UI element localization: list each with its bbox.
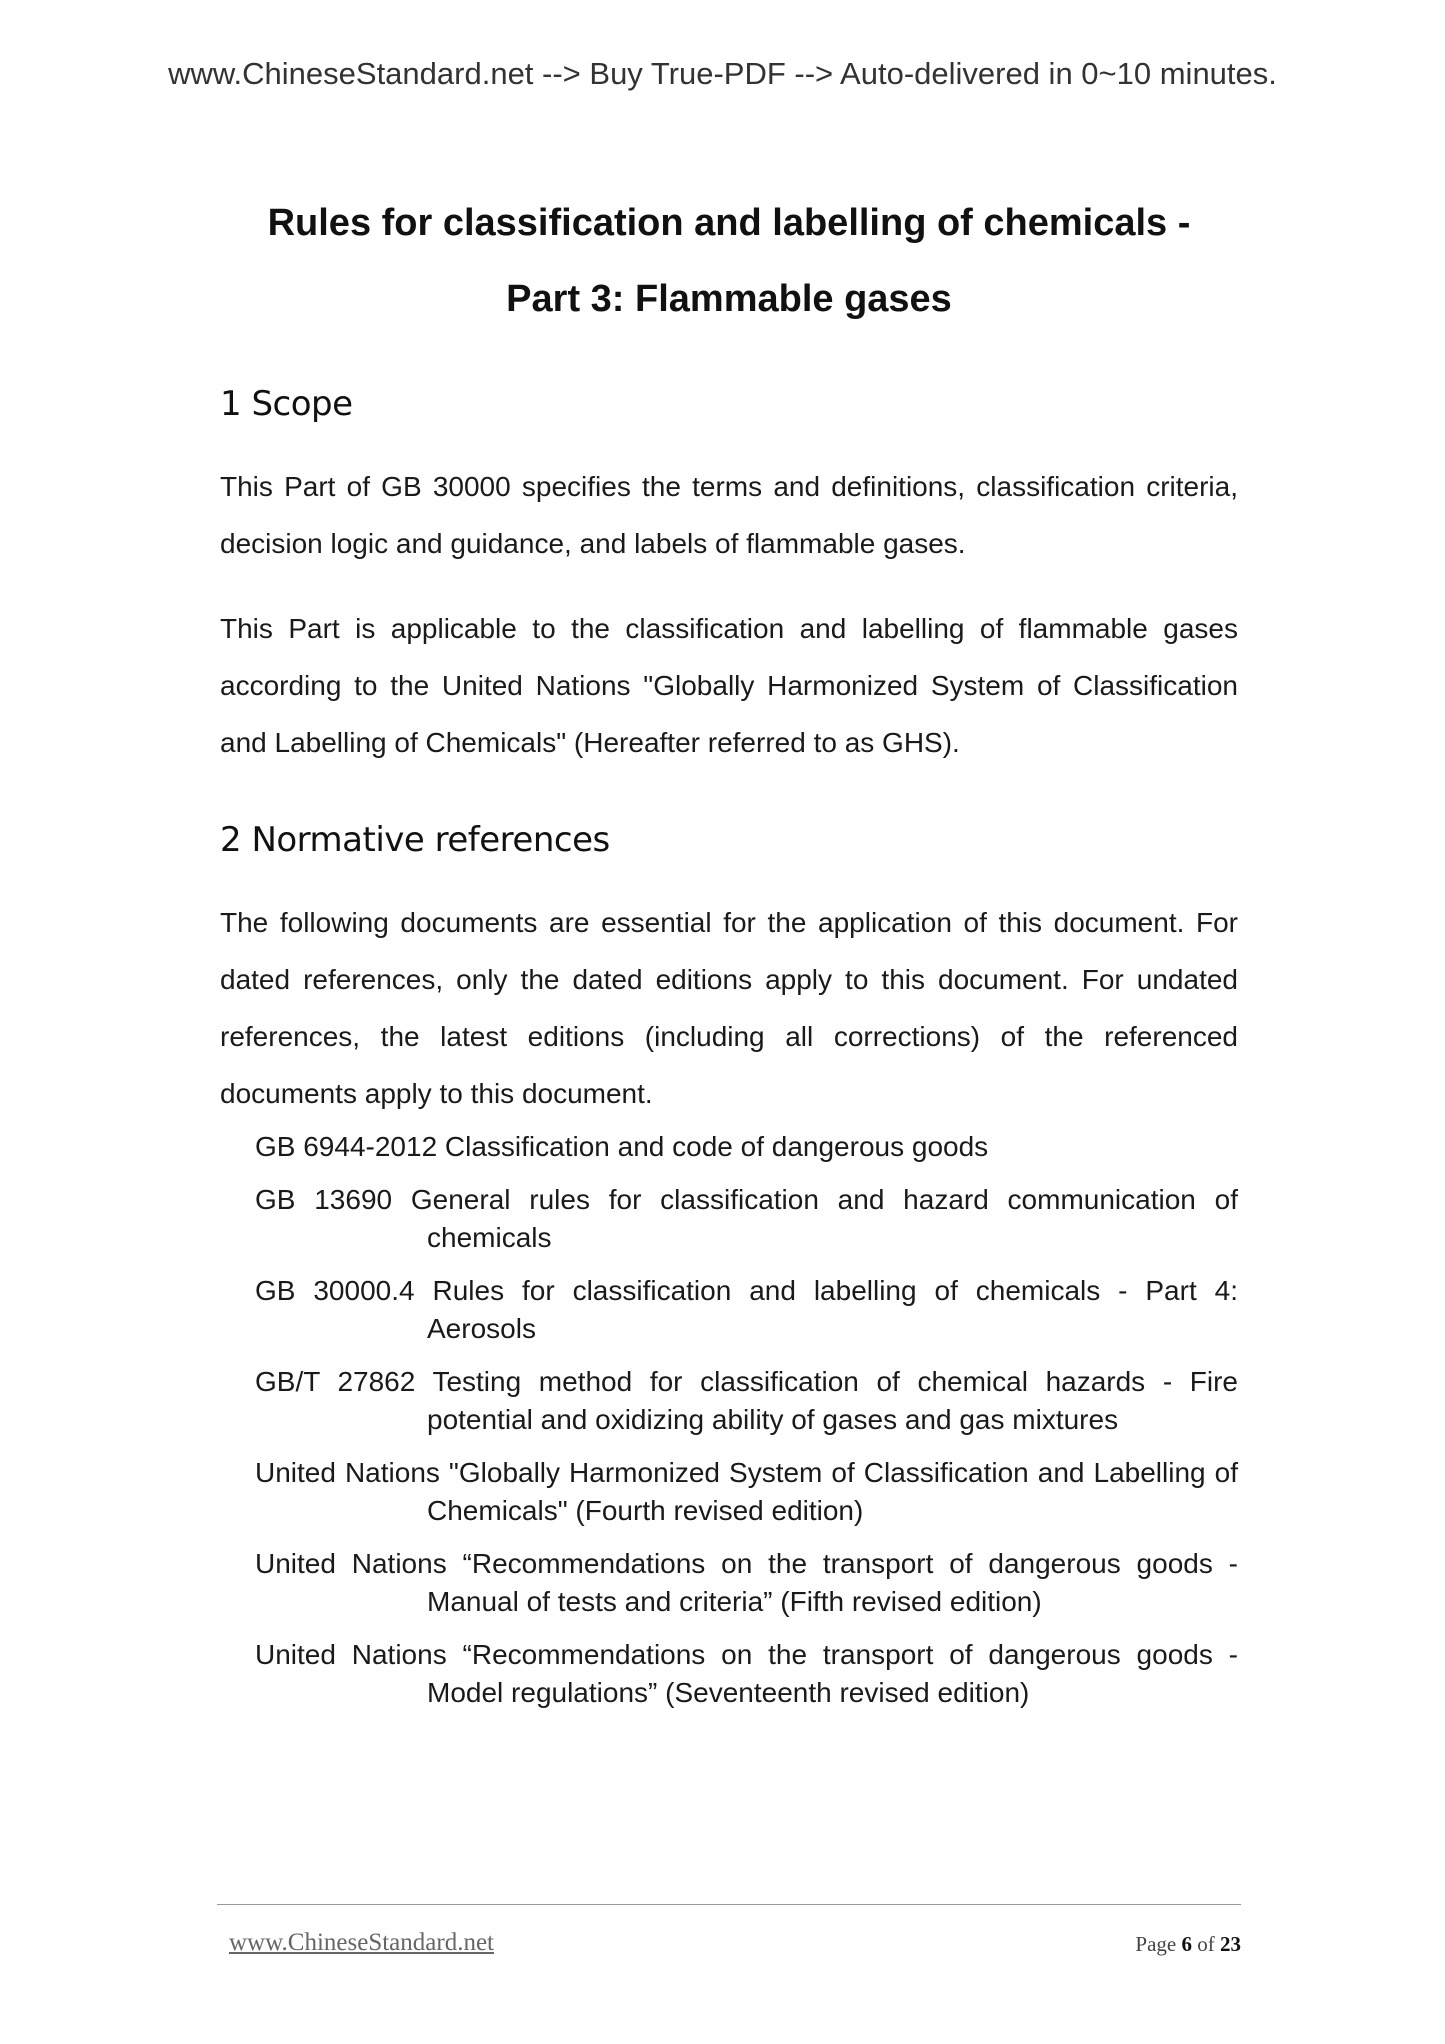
scope-paragraph-2: This Part is applicable to the classification and labelling of flammable gases according to the United Nations "Globally Harmonized System of Classification and Labelling of Chemicals" (Hereafter referred to as GHS).: [220, 613, 1238, 758]
reference-item: GB 30000.4 Rules for classification and labelling of chemicals - Part 4: Aerosols: [255, 1275, 1238, 1344]
footer-website-link[interactable]: www.ChineseStandard.net: [229, 1929, 494, 1956]
page-label: Page: [1135, 1932, 1182, 1956]
page-of-label: of: [1192, 1932, 1220, 1956]
section-heading-normative-references: 2 Normative references: [220, 820, 610, 860]
top-banner: www.ChineseStandard.net --> Buy True-PDF --> Auto-delivered in 0~10 minutes.: [168, 56, 1277, 91]
reference-item: United Nations "Globally Harmonized System of Classification and Labelling of Chemicals" (Fourth revised edition): [255, 1457, 1238, 1526]
reference-item: United Nations “Recommendations on the transport of dangerous goods - Model regulations” (Seventeenth revised edition): [255, 1639, 1238, 1708]
document-title-line-1: Rules for classification and labelling of chemicals -: [267, 202, 1191, 244]
page-current: 6: [1181, 1932, 1192, 1956]
reference-item: GB 13690 General rules for classification and hazard communication of chemicals: [255, 1184, 1238, 1253]
document-title-line-2: Part 3: Flammable gases: [506, 278, 952, 320]
reference-item: GB/T 27862 Testing method for classification of chemical hazards - Fire potential and oxidizing ability of gases and gas mixtures: [255, 1366, 1238, 1435]
section-heading-scope: 1 Scope: [220, 384, 353, 424]
normative-intro-paragraph: The following documents are essential for the application of this document. For dated references, only the dated editions apply to this document. For undated references, the latest editions (including all corrections) of the referenced documents apply to this document.: [220, 907, 1238, 1109]
reference-item: United Nations “Recommendations on the transport of dangerous goods - Manual of tests and criteria” (Fifth revised edition): [255, 1548, 1238, 1617]
page-number: [1135, 1934, 1241, 1955]
reference-item: GB 6944-2012 Classification and code of dangerous goods: [255, 1131, 989, 1162]
footer-divider: [217, 1904, 1241, 1905]
scope-paragraph-1: This Part of GB 30000 specifies the terms and definitions, classification criteria, decision logic and guidance, and labels of flammable gases.: [220, 471, 1238, 559]
reference-list: [255, 1128, 1238, 1727]
page-total: 23: [1220, 1932, 1241, 1956]
